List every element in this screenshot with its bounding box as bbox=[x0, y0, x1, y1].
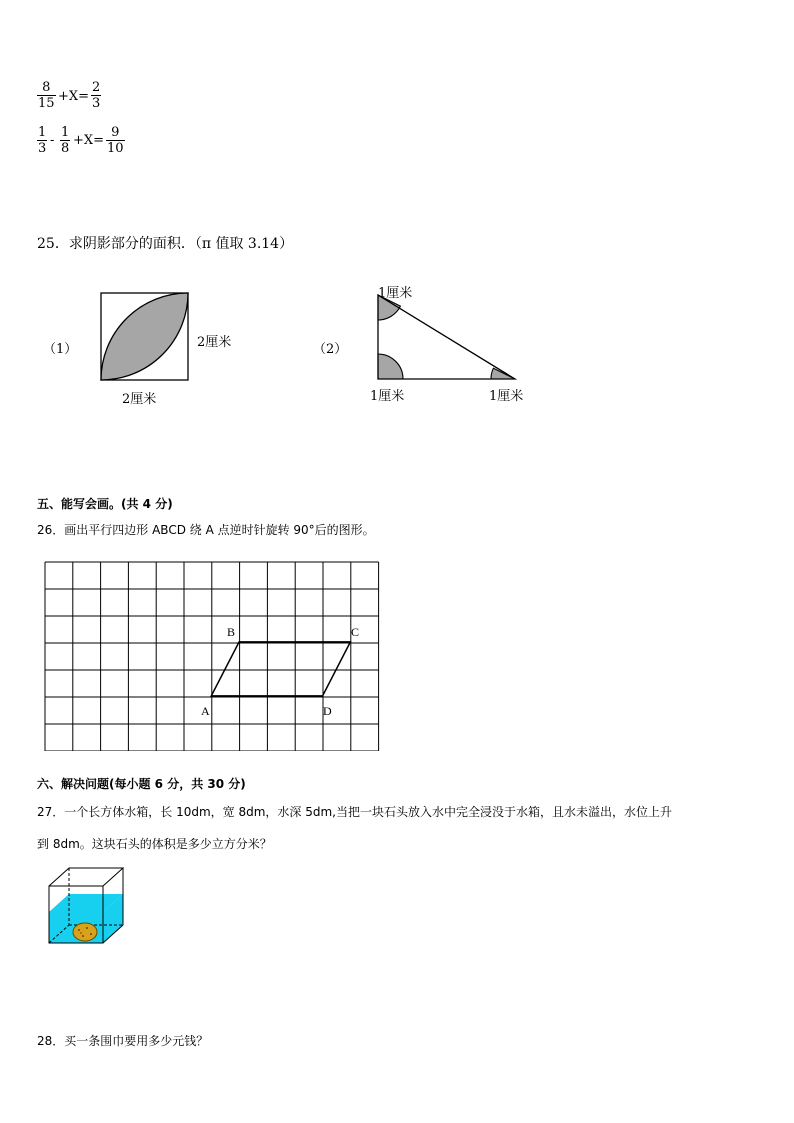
figure-2-bottom-right-label: 1厘米 bbox=[489, 389, 524, 404]
question-27-line-2: 到 8dm。这块石头的体积是多少立方分米？ bbox=[37, 837, 272, 851]
grid-figure bbox=[44, 561, 380, 751]
fraction: 1 3 bbox=[38, 125, 47, 156]
grid-lines bbox=[45, 562, 379, 751]
figure-2-index: （2） bbox=[313, 342, 348, 357]
fraction: 9 10 bbox=[107, 125, 124, 156]
figure-1-index: （1） bbox=[43, 342, 78, 357]
point-a-label: A bbox=[201, 704, 210, 718]
question-25-text: 25．求阴影部分的面积．（π 值取 3.14） bbox=[37, 236, 294, 252]
section-5-title: 五、能写会画。(共 4 分) bbox=[37, 497, 173, 511]
fraction: 8 15 bbox=[38, 80, 55, 111]
question-28-text: 28．买一条围巾要用多少元钱？ bbox=[37, 1034, 209, 1048]
point-d-label: D bbox=[323, 704, 332, 718]
parallelogram-abcd bbox=[211, 642, 350, 696]
figure-1-square-leaf bbox=[98, 290, 193, 385]
figure-2-right-triangle bbox=[370, 290, 522, 385]
point-c-label: C bbox=[351, 625, 360, 639]
figure-1-bottom-label: 2厘米 bbox=[122, 392, 157, 407]
figure-2-bottom-left-label: 1厘米 bbox=[370, 389, 405, 404]
stone-shape bbox=[73, 923, 97, 941]
fraction: 1 8 bbox=[61, 125, 70, 156]
section-6-title: 六、解决问题(每小题 6 分，共 30 分) bbox=[37, 777, 246, 791]
figure-2-top-label: 1厘米 bbox=[378, 286, 413, 301]
water-tank-figure bbox=[46, 864, 128, 946]
figure-1-side-label: 2厘米 bbox=[197, 335, 232, 350]
question-27-line-1: 27．一个长方体水箱，长 10dm，宽 8dm，水深 5dm,当把一块石头放入水中完全浸没于水箱，且水未溢出，水位上升 bbox=[37, 805, 672, 819]
operator-text: +X= bbox=[73, 133, 105, 148]
question-26-text: 26．画出平行四边形 ABCD 绕 A 点逆时针旋转 90°后的图形。 bbox=[37, 523, 375, 537]
operator-text: +X= bbox=[58, 89, 90, 104]
fraction: 2 3 bbox=[92, 80, 101, 111]
point-b-label: B bbox=[227, 625, 236, 639]
minus-sign: - bbox=[50, 133, 55, 148]
